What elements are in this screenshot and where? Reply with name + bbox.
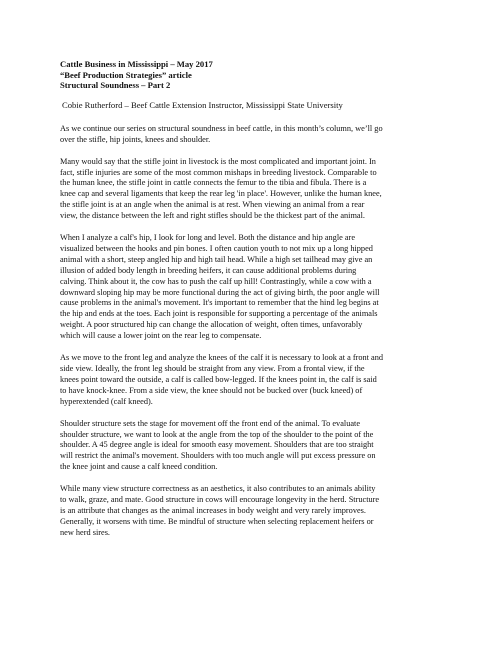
paragraph-conclusion bbox=[60, 484, 445, 539]
text-line: visualized between the hooks and pin bones. I often caution youth to not mix up a long hipped bbox=[60, 243, 373, 253]
text-line: illusion of added body length in breeding heifers, it can cause additional problems during bbox=[60, 265, 357, 275]
text-line: is an attribute that changes as the animal increases in body weight and very rarely improves. bbox=[60, 505, 366, 515]
paragraph-hip bbox=[60, 233, 445, 342]
text-line: to walk, graze, and mate. Good structure in cows will encourage longevity in the herd. Structure bbox=[60, 495, 380, 505]
article-title: Structural Soundness – Part 2 bbox=[60, 80, 171, 91]
publication-title: Cattle Business in Mississippi – May 2017 bbox=[60, 59, 213, 69]
text-line: When I analyze a calf's hip, I look for long and level. Both the distance and hip angle are bbox=[60, 233, 356, 243]
paragraph-shoulder bbox=[60, 419, 445, 474]
text-line: calving. Think about it, the cow has to push the calf up hill! Contrastingly, while a cow with a bbox=[60, 276, 372, 286]
text-line: downward sloping hip may be more functional during the act of giving birth, the poor angle will bbox=[60, 287, 380, 297]
text-line: will restrict the animal's movement. Shoulders with too much angle will put excess pressure on bbox=[60, 451, 376, 461]
article-series: “Beef Production Strategies” article bbox=[60, 69, 192, 80]
text-line: Shoulder structure sets the stage for movement off the front end of the animal. To evaluate bbox=[60, 418, 361, 428]
text-line: knee cap and several ligaments that keep the rear leg 'in place'. However, unlike the human knee, bbox=[60, 189, 382, 199]
paragraph-stifle bbox=[60, 157, 445, 222]
text-line: over the stifle, hip joints, knees and shoulder. bbox=[60, 134, 211, 144]
text-line: shoulder structure, we want to look at the angle from the top of the shoulder to the point of the bbox=[60, 429, 374, 439]
document-page bbox=[60, 59, 445, 539]
paragraph-intro bbox=[60, 124, 445, 146]
text-line: Generally, it worsens with time. Be mindful of structure when selecting replacement heifers or bbox=[60, 516, 374, 526]
text-line: As we continue our series on structural soundness in beef cattle, in this month’s column, we’ll go bbox=[60, 123, 383, 133]
text-line: cause problems in the animal's movement. It's important to remember that the hind leg begins at bbox=[60, 298, 379, 308]
text-line: While many view structure correctness as an aesthetics, it also contributes to an animals ability bbox=[60, 484, 376, 494]
text-line: the stifle joint is at an angle when the animal is at rest. When viewing an animal from a rear bbox=[60, 200, 365, 210]
text-line: shoulder. A 45 degree angle is ideal for smooth easy movement. Shoulders that are too straight bbox=[60, 440, 374, 450]
text-line: Many would say that the stifle joint in livestock is the most complicated and important joint. In bbox=[60, 156, 376, 166]
article-header bbox=[60, 59, 445, 91]
text-line: to have knock-knee. From a side view, the knee should not be bucked over (buck kneed) of bbox=[60, 385, 363, 395]
text-line: the hip and ends at the toes. Each joint is responsible for supporting a percentage of the animals bbox=[60, 309, 378, 319]
article-body bbox=[60, 124, 445, 539]
text-line: new herd sires. bbox=[60, 527, 110, 537]
text-line: animal with a short, steep angled hip and high tail head. While a high set tailhead may give an bbox=[60, 254, 373, 264]
text-line: As we move to the front leg and analyze the knees of the calf it is necessary to look at a front and bbox=[60, 353, 384, 363]
text-line: knees point toward the outside, a calf is called bow-legged. If the knees point in, the calf is said bbox=[60, 374, 377, 384]
text-line: weight. A poor structured hip can change the allocation of weight, often times, unfavorably bbox=[60, 320, 363, 330]
paragraph-knees bbox=[60, 353, 445, 408]
author-byline: Cobie Rutherford – Beef Cattle Extension Instructor, Mississippi State University bbox=[62, 99, 343, 110]
text-line: side view. Ideally, the front leg should be straight from any view. From a frontal view, if the bbox=[60, 364, 365, 373]
text-line: which will cause a lower joint on the rear leg to compensate. bbox=[60, 331, 262, 341]
text-line: view, the distance between the left and right stifles should be the thickest part of the animal. bbox=[60, 211, 365, 221]
text-line: fact, stifle injuries are some of the most common mishaps in breeding livestock. Comparable to bbox=[60, 167, 377, 177]
text-line: the human knee, the stifle joint in cattle connects the femur to the tibia and fibula. There is a bbox=[60, 178, 367, 188]
text-line: hyperextended (calf kneed). bbox=[60, 396, 153, 406]
text-line: the knee joint and cause a calf kneed condition. bbox=[60, 462, 218, 472]
